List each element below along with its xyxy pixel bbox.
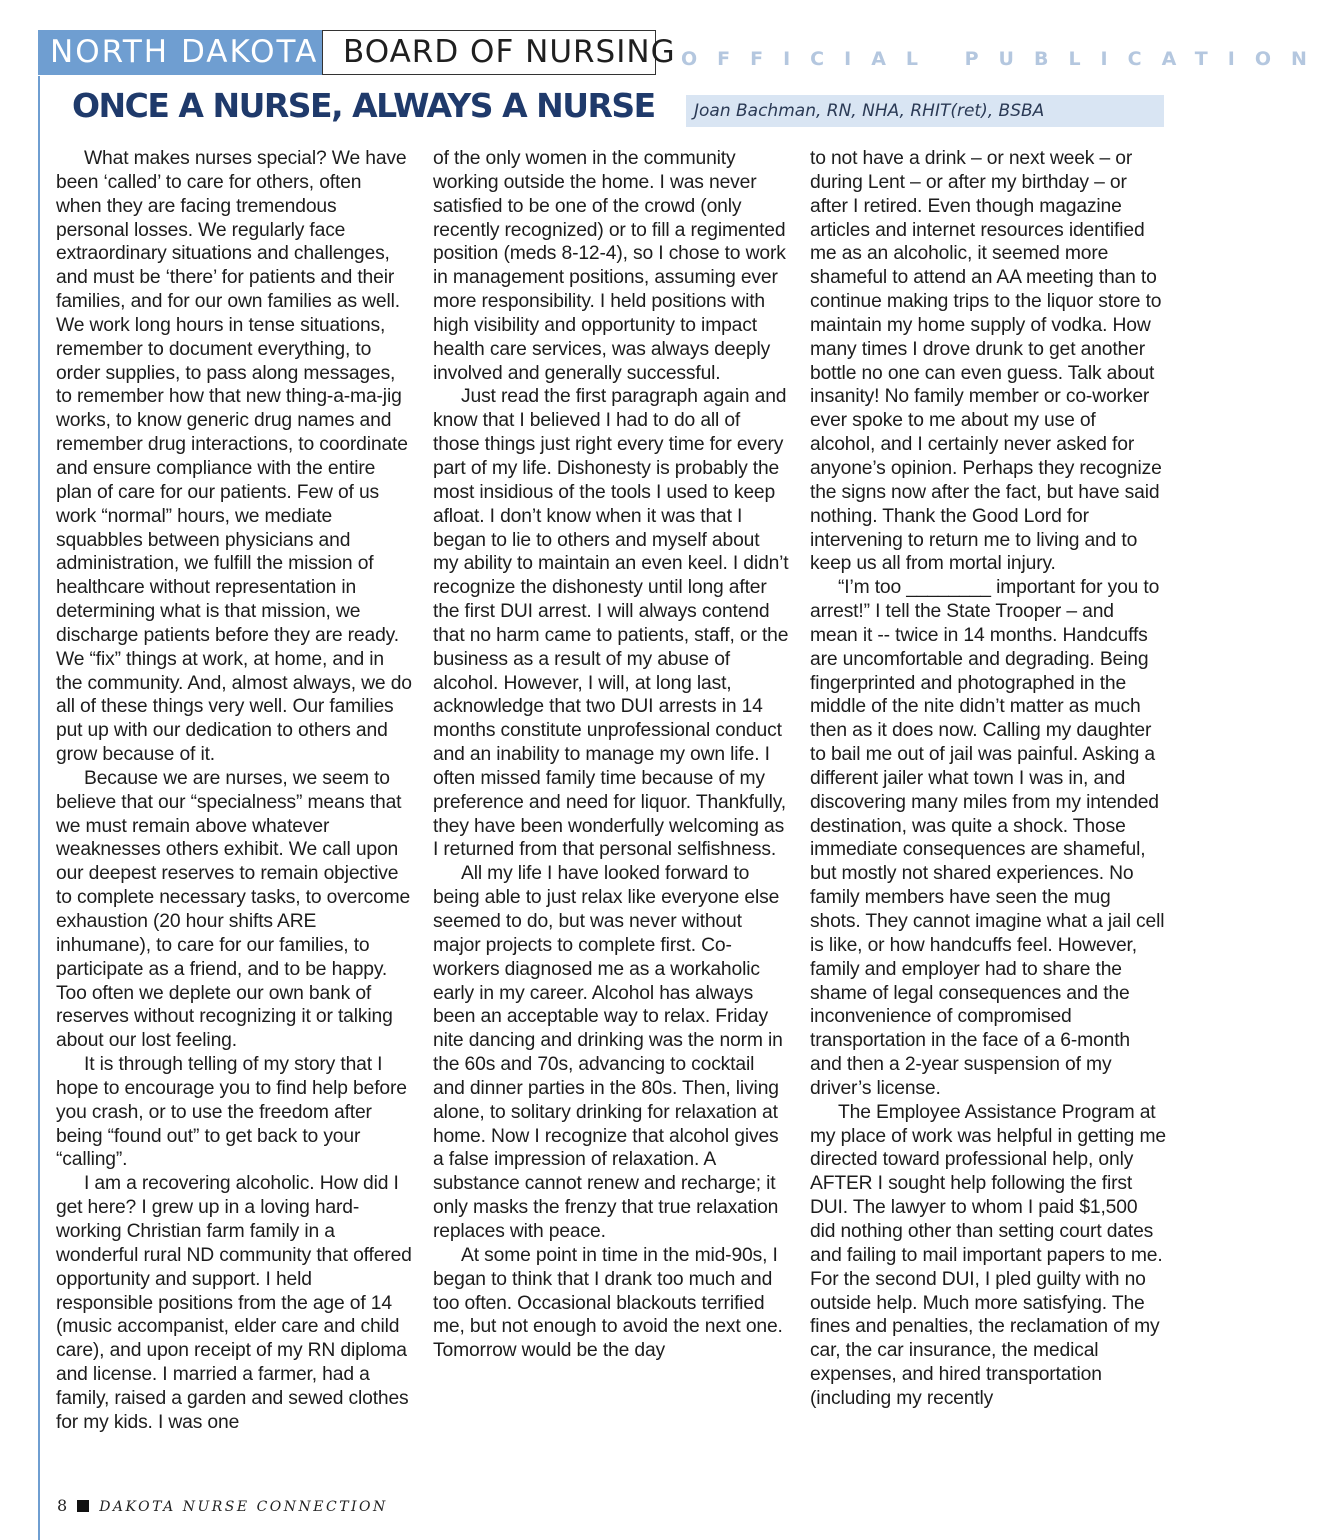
left-accent-rule	[38, 76, 40, 1540]
paragraph: I am a recovering alcoholic. How did I get here? I grew up in a loving hard-working Christian farm family in a wonderful rural ND community that offered opportunity and support. I held responsible positions from the age of 14 (music accompanist, elder care and child care), and upon receipt of my RN diploma and license. I married a farmer, had a family, raised a garden and sewed clothes for my kids. I was one	[56, 1173, 412, 1433]
article-title: ONCE A NURSE, ALWAYS A NURSE	[72, 86, 655, 125]
article-byline: Joan Bachman, RN, NHA, RHIT(ret), BSBA	[686, 95, 1164, 127]
paragraph: The Employee Assistance Program at my place of work was helpful in getting me directed toward professional help, only AFTER I sought help following the first DUI. The lawyer to whom I paid $1,500 did nothing other than setting court dates and failing to mail important papers to me. For the second DUI, I pled guilty with no outside help. Much more satisfying. The fines and penalties, the reclamation of my car, the car insurance, the medical expenses, and hired transportation (including my recently	[810, 1101, 1166, 1409]
paragraph: At some point in time in the mid-90s, I began to think that I drank too much and too often. Occasional blackouts terrified me, but not enough to avoid the next one. Tomorrow would be the day	[433, 1244, 783, 1362]
page-footer	[57, 1495, 388, 1517]
masthead-official-publication: OFFICIAL PUBLICATION	[681, 48, 1327, 70]
paragraph: to not have a drink – or next week – or during Lent – or after my birthday – or after I retired. Even though magazine articles and internet resources identified me as an alcoholic, it seemed more shameful to attend an AA meeting than to continue making trips to the liquor store to maintain my home supply of vodka. How many times I drove drunk to get another bottle no one can even guess. Talk about insanity! No family member or co-worker ever spoke to me about my use of alcohol, and I certainly never asked for anyone’s opinion. Perhaps they recognize the signs now after the fact, but have said nothing. Thank the Good Lord for intervening to return me to living and to keep us all from mortal injury.	[810, 148, 1162, 575]
article-column-2	[433, 147, 789, 1465]
article-column-1	[56, 147, 412, 1465]
paragraph: “I’m too ________ important for you to arrest!” I tell the State Trooper – and mean it -- twice in 14 months. Handcuffs are uncomfortable and degrading. Being fingerprinted and photographed in the middle of the nite didn’t matter as much then as it does now. Calling my daughter to bail me out of jail was painful. Asking a different jailer what town I was in, and discovering many miles from my intended destination, was quite a shock. Those immediate consequences are shameful, but mostly not shared experiences. No family members have seen the mug shots. They cannot imagine what a jail cell is like, or how handcuffs feel. However, family and employer had to share the shame of legal consequences and the inconvenience of compromised transportation in the face of a 6-month and then a 2-year suspension of my driver’s license.	[810, 577, 1165, 1099]
page-number: 8	[57, 1496, 68, 1515]
article-column-3	[810, 147, 1166, 1465]
paragraph: Because we are nurses, we seem to believe that our “specialness” means that we must remain above whatever weaknesses others exhibit. We call upon our deepest reserves to remain objective to complete necessary tasks, to overcome exhaustion (20 hour shifts ARE inhumane), to care for our families, to participate as a friend, and to be happy. Too often we deplete our own bank of reserves without recognizing it or talking about our lost feeling.	[56, 767, 411, 1052]
masthead	[38, 30, 1327, 76]
square-bullet-icon	[77, 1500, 89, 1512]
paragraph: Just read the first paragraph again and know that I believed I had to do all of those things just right every time for every part of my life. Dishonesty is probably the most insidious of the tools I used to keep afloat. I don’t know when it was that I began to lie to others and myself about my ability to maintain an even keel. I didn’t recognize the dishonesty until long after the first DUI arrest. I will always contend that no harm came to patients, staff, or the business as a result of my abuse of alcohol. However, I will, at long last, acknowledge that two DUI arrests in 14 months constitute unprofessional conduct and an inability to manage my own life. I often missed family time because of my preference and need for liquor. Thankfully, they have been wonderfully welcoming as I returned from that personal selfishness.	[433, 386, 789, 861]
magazine-name: DAKOTA NURSE CONNECTION	[99, 1499, 388, 1515]
paragraph: What makes nurses special? We have been ‘called’ to care for others, often when they are facing tremendous personal losses. We regularly face extraordinary situations and challenges, and must be ‘there’ for patients and their families, and for our own families as well. We work long hours in tense situations, remember to document everything, to order supplies, to pass along messages, to remember how that new thing-a-ma-jig works, to know generic drug names and remember drug interactions, to coordinate and ensure compliance with the entire plan of care for our patients. Few of us work “normal” hours, we mediate squabbles between physicians and administration, we fulfill the mission of healthcare without representation in determining what is that mission, we discharge patients before they are ready. We “fix” things at work, at home, and in the community. And, almost always, we do all of these things very well. Our families put up with our dedication to others and grow because of it.	[56, 148, 412, 766]
masthead-board: BOARD OF NURSING	[322, 30, 656, 75]
paragraph: It is through telling of my story that I hope to encourage you to find help before you crash, or to use the freedom after being “found out” to get back to your “calling”.	[56, 1054, 407, 1171]
paragraph: All my life I have looked forward to being able to just relax like everyone else seemed to do, but was never without major projects to complete first. Co-workers diagnosed me as a workaholic early in my career. Alcohol has always been an acceptable way to relax. Friday nite dancing and drinking was the norm in the 60s and 70s, advancing to cocktail and dinner parties in the 80s. Then, living alone, to solitary drinking for relaxation at home. Now I recognize that alcohol gives a false impression of relaxation. A substance cannot renew and recharge; it only masks the frenzy that true relaxation replaces with peace.	[433, 863, 783, 1242]
masthead-state: NORTH DAKOTA	[38, 30, 322, 75]
paragraph: of the only women in the community working outside the home. I was never satisfied to be one of the crowd (only recently recognized) or to fill a regimented position (meds 8-12-4), so I chose to work in management positions, assuming ever more responsibility. I held positions with high visibility and opportunity to impact health care services, was always deeply involved and generally successful.	[433, 148, 786, 384]
